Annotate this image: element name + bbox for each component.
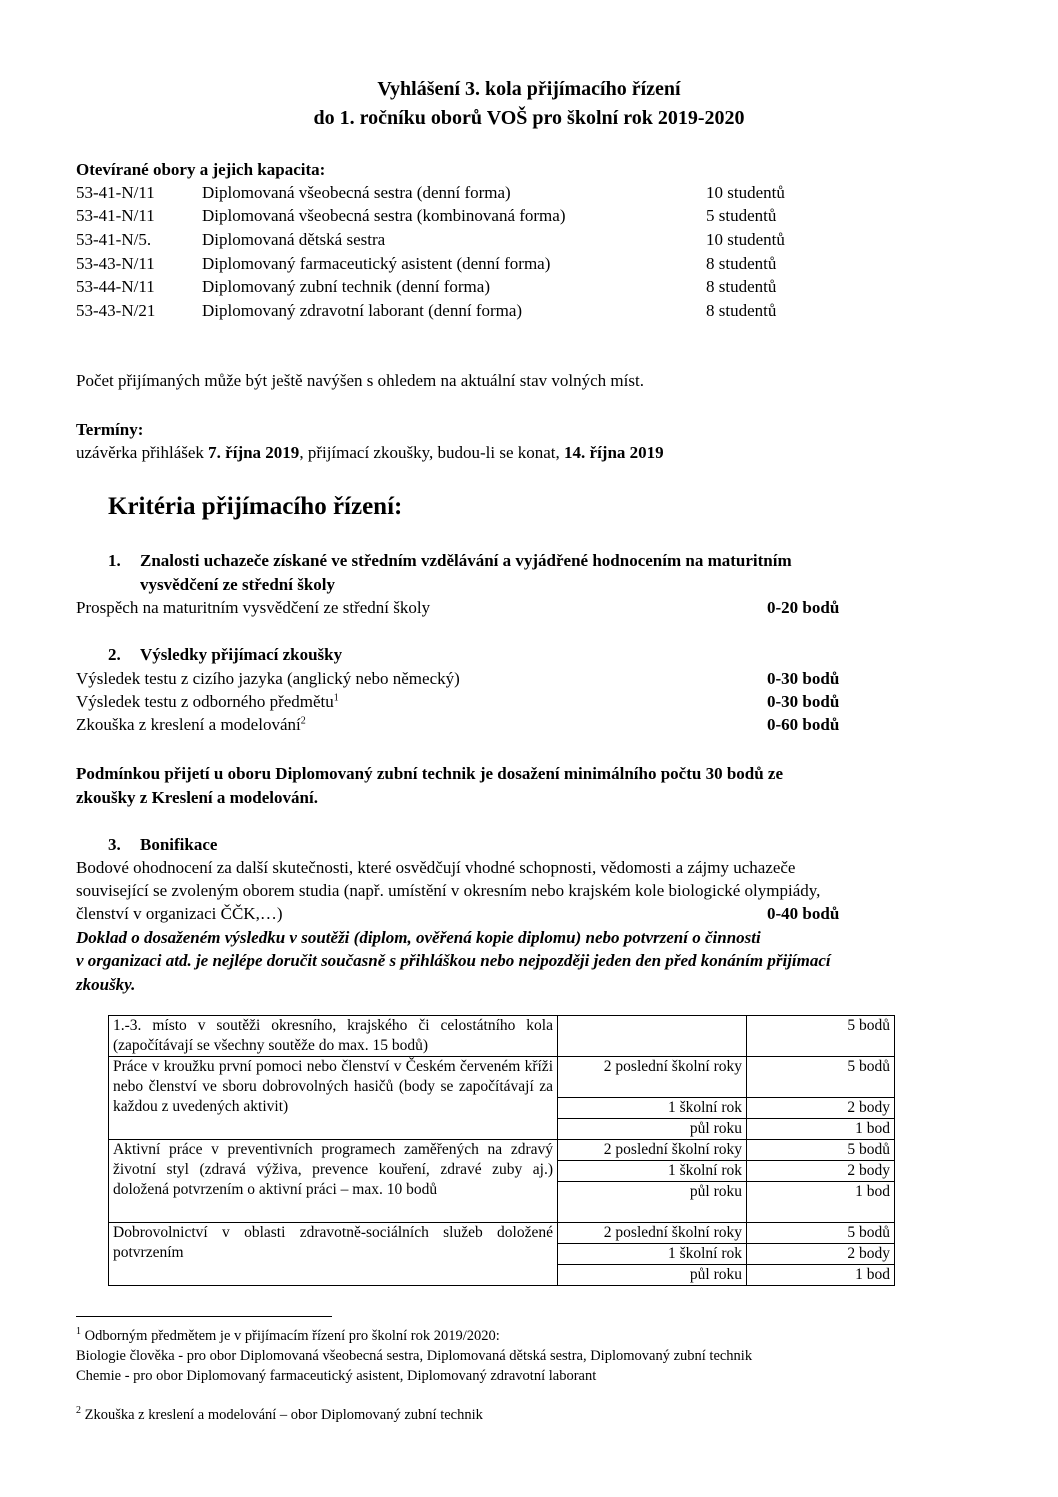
application-deadline: 7. října 2019 [208,443,300,462]
bonus-points: 5 bodů [747,1057,895,1098]
section2-item [76,690,339,713]
table-row [109,1140,895,1161]
section3-proof-line2: v organizaci atd. je nejlépe doručit současně s přihláškou nebo nejpozději jeden den před konáním přijímací [76,951,831,970]
section3-proof-line3: zkoušky. [76,975,136,994]
section2-item-points: 0-30 bodů [767,669,840,688]
footnote-1-text: Odborným předmětem je v přijímacím řízení pro školní rok 2019/2020: [81,1328,500,1344]
field-capacity: 10 studentů [706,183,785,202]
bonus-period: 1 školní rok [558,1244,747,1265]
bonus-table [108,1015,895,1286]
terms-prefix: uzávěrka přihlášek [76,443,209,462]
section1-title-line1: Znalosti uchazeče získané ve středním vzdělávání a vyjádřené hodnocením na maturitním [140,551,792,570]
section1-number: 1. [108,551,121,570]
table-row [109,1057,895,1098]
field-code: 53-41-N/11 [76,206,155,225]
section3-points: 0-40 bodů [767,904,840,923]
bonus-period: 1 školní rok [558,1161,747,1182]
section2-item-label: Výsledek testu z odborného předmětu [76,692,334,711]
section1-item: Prospěch na maturitním vysvědčení ze střední školy [76,598,431,617]
bonus-desc: Dobrovolnictví v oblasti zdravotně-sociálních služeb doložené potvrzením [109,1223,558,1286]
bonus-points: 2 body [747,1161,895,1182]
field-code: 53-43-N/11 [76,254,155,273]
footnote-ref: 2 [300,715,306,727]
document-title-line1: Vyhlášení 3. kola přijímacího řízení [377,78,681,100]
field-capacity: 8 studentů [706,277,777,296]
bonus-desc: Aktivní práce v preventivních programech zaměřených na zdravý životní styl (zdravá výživa, prevence kouření, zdravé zuby aj.) doložená potvrzením o aktivní práci – max. 10 bodů [109,1140,558,1223]
bonus-points: 5 bodů [747,1223,895,1244]
footnote-ref: 1 [333,692,339,704]
field-name: Diplomovaný zdravotní laborant (denní forma) [202,301,523,320]
terms-text [76,441,664,464]
section1-points: 0-20 bodů [767,598,840,617]
bonus-points: 1 bod [747,1265,895,1286]
fields-heading: Otevírané obory a jejich kapacita: [76,160,326,179]
section3-text-line3: členství v organizaci ČČK,…) [76,904,283,923]
section2-item-label: Zkouška z kreslení a modelování [76,715,301,734]
bonus-period: 2 poslední školní roky [558,1223,747,1244]
field-capacity: 5 studentů [706,206,777,225]
bonus-period: 2 poslední školní roky [558,1057,747,1098]
exam-date: 14. října 2019 [564,443,664,462]
table-row [109,1223,895,1244]
section2-title [108,643,342,666]
field-capacity: 10 studentů [706,230,785,249]
bonus-points: 1 bod [747,1119,895,1140]
table-row [109,1016,895,1057]
footnote-mark: 1 [76,1326,81,1338]
bonus-period: půl roku [558,1119,747,1140]
footnote-1-line2: Biologie člověka - pro obor Diplomovaná všeobecná sestra, Diplomovaná dětská sestra, Diplomovaný zubní technik [76,1348,753,1364]
section1-title-line2: vysvědčení ze střední školy [140,575,336,594]
field-capacity: 8 studentů [706,254,777,273]
bonus-period: půl roku [558,1265,747,1286]
footnote-separator [76,1316,332,1317]
terms-heading: Termíny: [76,420,144,439]
bonus-points: 5 bodů [747,1016,895,1057]
bonus-points: 2 body [747,1244,895,1265]
bonus-desc: Práce v kroužku první pomoci nebo členství v Českém červeném kříži nebo členství ve sboru dobrovolných hasičů (body se započítávají za každou z uvedených aktivit) [109,1057,558,1140]
section2-item-points: 0-30 bodů [767,692,840,711]
section3-text-line2: související se zvoleným oborem studia (např. umístění v okresním nebo krajském kole biologické olympiády, [76,881,821,900]
section2-item [76,713,306,736]
section3-proof-line1: Doklad o dosaženém výsledku v soutěži (diplom, ověřená kopie diplomu) nebo potvrzení o činnosti [76,928,761,947]
field-name: Diplomovaná všeobecná sestra (kombinovaná forma) [202,206,566,225]
bonus-points: 2 body [747,1098,895,1119]
field-code: 53-43-N/21 [76,301,156,320]
condition-line2: zkoušky z Kreslení a modelování. [76,788,318,807]
capacity-note: Počet přijímaných může být ještě navýšen s ohledem na aktuální stav volných míst. [76,371,644,390]
field-name: Diplomovaná všeobecná sestra (denní forma) [202,183,511,202]
bonus-desc: 1.-3. místo v soutěži okresního, krajského či celostátního kola (započítávají se všechny soutěže do max. 15 bodů) [109,1016,558,1057]
criteria-heading: Kritéria přijímacího řízení: [108,493,403,520]
section2-item: Výsledek testu z cizího jazyka (anglický nebo německý) [76,669,460,688]
footnote-1-line1 [76,1326,500,1346]
field-code: 53-44-N/11 [76,277,155,296]
field-name: Diplomovaná dětská sestra [202,230,386,249]
footnote-1-line3: Chemie - pro obor Diplomovaný farmaceutický asistent, Diplomovaný zdravotní laborant [76,1368,597,1384]
section2-title-text: Výsledky přijímací zkoušky [140,645,343,664]
section3-title [108,833,217,856]
field-code: 53-41-N/11 [76,183,155,202]
bonus-period [558,1016,747,1057]
bonus-points: 5 bodů [747,1140,895,1161]
footnote-2-text: Zkouška z kreslení a modelování – obor Diplomovaný zubní technik [81,1407,483,1423]
terms-middle: , přijímací zkoušky, budou-li se konat, [299,443,565,462]
section2-number: 2. [108,645,121,664]
bonus-period: 2 poslední školní roky [558,1140,747,1161]
section3-text-line1: Bodové ohodnocení za další skutečnosti, které osvědčují vhodné schopnosti, vědomosti a zájmy uchazeče [76,858,796,877]
bonus-period: 1 školní rok [558,1098,747,1119]
condition-line1: Podmínkou přijetí u oboru Diplomovaný zubní technik je dosažení minimálního počtu 30 bodů ze [76,764,784,783]
field-capacity: 8 studentů [706,301,777,320]
field-code: 53-41-N/5. [76,230,152,249]
field-name: Diplomovaný zubní technik (denní forma) [202,277,490,296]
footnote-mark: 2 [76,1405,81,1417]
field-name: Diplomovaný farmaceutický asistent (denní forma) [202,254,551,273]
footnote-2 [76,1405,483,1425]
document-title-line2: do 1. ročníku oborů VOŠ pro školní rok 2019-2020 [313,107,745,129]
section1-title [108,549,983,572]
bonus-period: půl roku [558,1182,747,1223]
section3-title-text: Bonifikace [140,835,218,854]
section3-number: 3. [108,835,121,854]
section2-item-points: 0-60 bodů [767,715,840,734]
bonus-points: 1 bod [747,1182,895,1223]
